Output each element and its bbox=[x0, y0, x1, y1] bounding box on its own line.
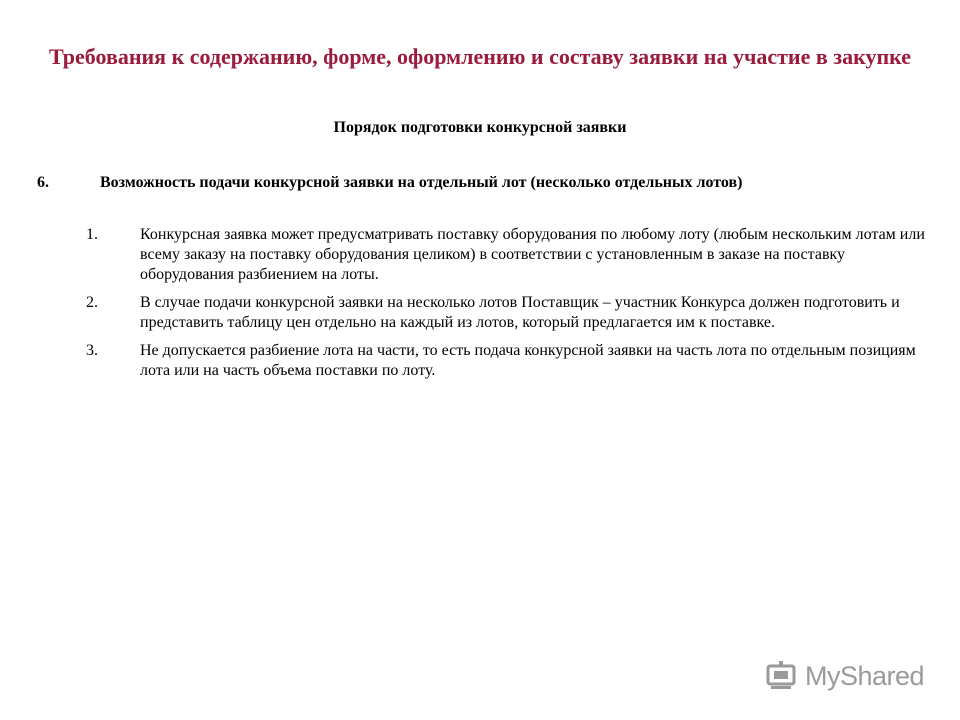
myshared-logo-icon bbox=[765, 659, 799, 693]
watermark-text: MyShared bbox=[805, 660, 925, 691]
slide-subtitle: Порядок подготовки конкурсной заявки bbox=[333, 119, 627, 136]
list-item-text: Конкурсная заявка может предусматривать поставку оборудования по любому лоту (любым нескольким лотам или всему заказу на поставку оборудования целиком) в соответствии с установленным в заказе на поставку оборудования разбиением на лоты. bbox=[140, 226, 925, 283]
list-item bbox=[86, 341, 926, 381]
watermark-logo bbox=[765, 656, 930, 696]
list-item-text: В случае подачи конкурсной заявки на несколько лотов Поставщик – участник Конкурса должен подготовить и представить таблицу цен отдельно на каждый из лотов, который предлагается им к поставке. bbox=[140, 294, 900, 331]
section-number: 6. bbox=[37, 174, 49, 191]
numbered-list bbox=[86, 225, 926, 389]
list-item-number: 1. bbox=[86, 226, 98, 243]
list-item-number: 3. bbox=[86, 342, 98, 359]
list-item bbox=[86, 225, 926, 285]
list-item-number: 2. bbox=[86, 294, 98, 311]
slide-title: Требования к содержанию, форме, оформлению и составу заявки на участие в закупке bbox=[48, 44, 912, 69]
section-text: Возможность подачи конкурсной заявки на отдельный лот (несколько отдельных лотов) bbox=[100, 174, 743, 191]
list-item-text: Не допускается разбиение лота на части, то есть подача конкурсной заявки на часть лота по отдельным позициям лота или на часть объема поставки по лоту. bbox=[140, 342, 916, 379]
list-item bbox=[86, 293, 926, 333]
